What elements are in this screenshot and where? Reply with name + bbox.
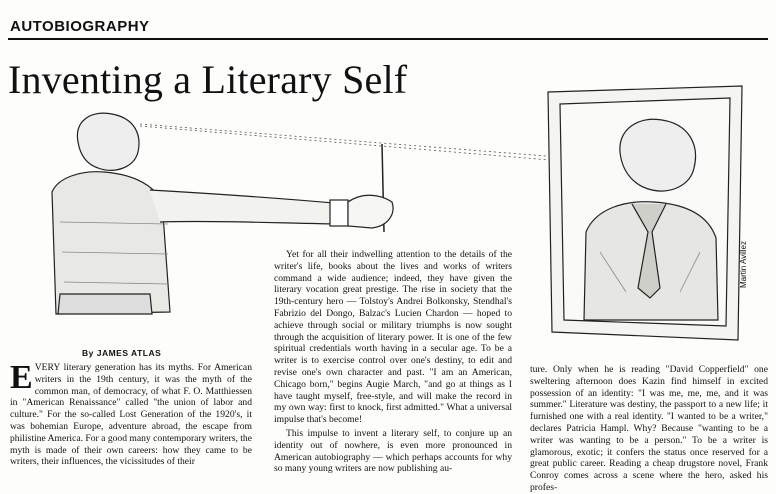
byline: By JAMES ATLAS (82, 348, 162, 358)
mirror (548, 86, 742, 340)
paragraph: Yet for all their indwelling attention to the details of the writer's life, books about the lives and works of writers command a wide audience; indeed, they have given the literary vocation great prestige. The rise in society that the 19th-century hero — Tolstoy's Andrei Bolkonsky, Stendhal's Fabrizio del Dongo, Balzac's Lucien Chardon — hoped to achieve through social or military triumphs is now sought through the acquisition of literary power. It is one of the few spiritual credentials worth having in a secular age. To be a writer is to exercise control over one's destiny, to edit and revise one's own character and past. "I am an American, Chicago born," begins Augie March, "and go at things as I have taught myself, free-style, and will make the record in my own way: first to knock, first admitted." What a universal impulse that's become! (274, 249, 512, 426)
section-rule (8, 38, 768, 40)
lead-paragraph (10, 359, 252, 468)
headline: Inventing a Literary Self (8, 57, 408, 102)
lead-text: VERY literary generation has its myths. For American writers in the 19th century, it was the myth of the common man, of democracy, of what F. O. Matthiessen in "American Renaissance" called "the union of labor and culture." For the so-called Lost Generation of the 1920's, it was bohemian Europe, adventure abroad, the escape from philistine America. For a good many contemporary writers, the myth is made of their own careers: how they came to be writers, their influences, the vicissitudes of their (10, 362, 252, 468)
article-column-2 (274, 249, 512, 480)
drop-cap: E (10, 359, 33, 396)
section-label: AUTOBIOGRAPHY (10, 18, 150, 35)
paragraph: This impulse to invent a literary self, to conjure up an identity out of nowhere, is even more pronounced in American autobiography — which perhaps accounts for why so many young writers are now publishing au- (274, 427, 512, 475)
article-column-1 (10, 359, 252, 478)
illustration-credit: Martin Avillez (739, 241, 748, 288)
paragraph: ture. Only when he is reading "David Copperfield" one sweltering afternoon does Kazin find himself in excited possession of an identity: "I was me, me, me, and it was summer." Literature was destiny, the passport to a new life; it furnished one with a real identity. "I wanted to be a writer," declares Patricia Hampl. Why? Because "wanting to be a writer was wanting to be a person." To be a writer is glamorous, exotic; it confers the status once reserved for a great public career. Reading a cheap drugstore novel, Frank Conroy comes across a scene where the hero, asked his profes- (530, 364, 768, 493)
article-column-3 (530, 364, 768, 493)
